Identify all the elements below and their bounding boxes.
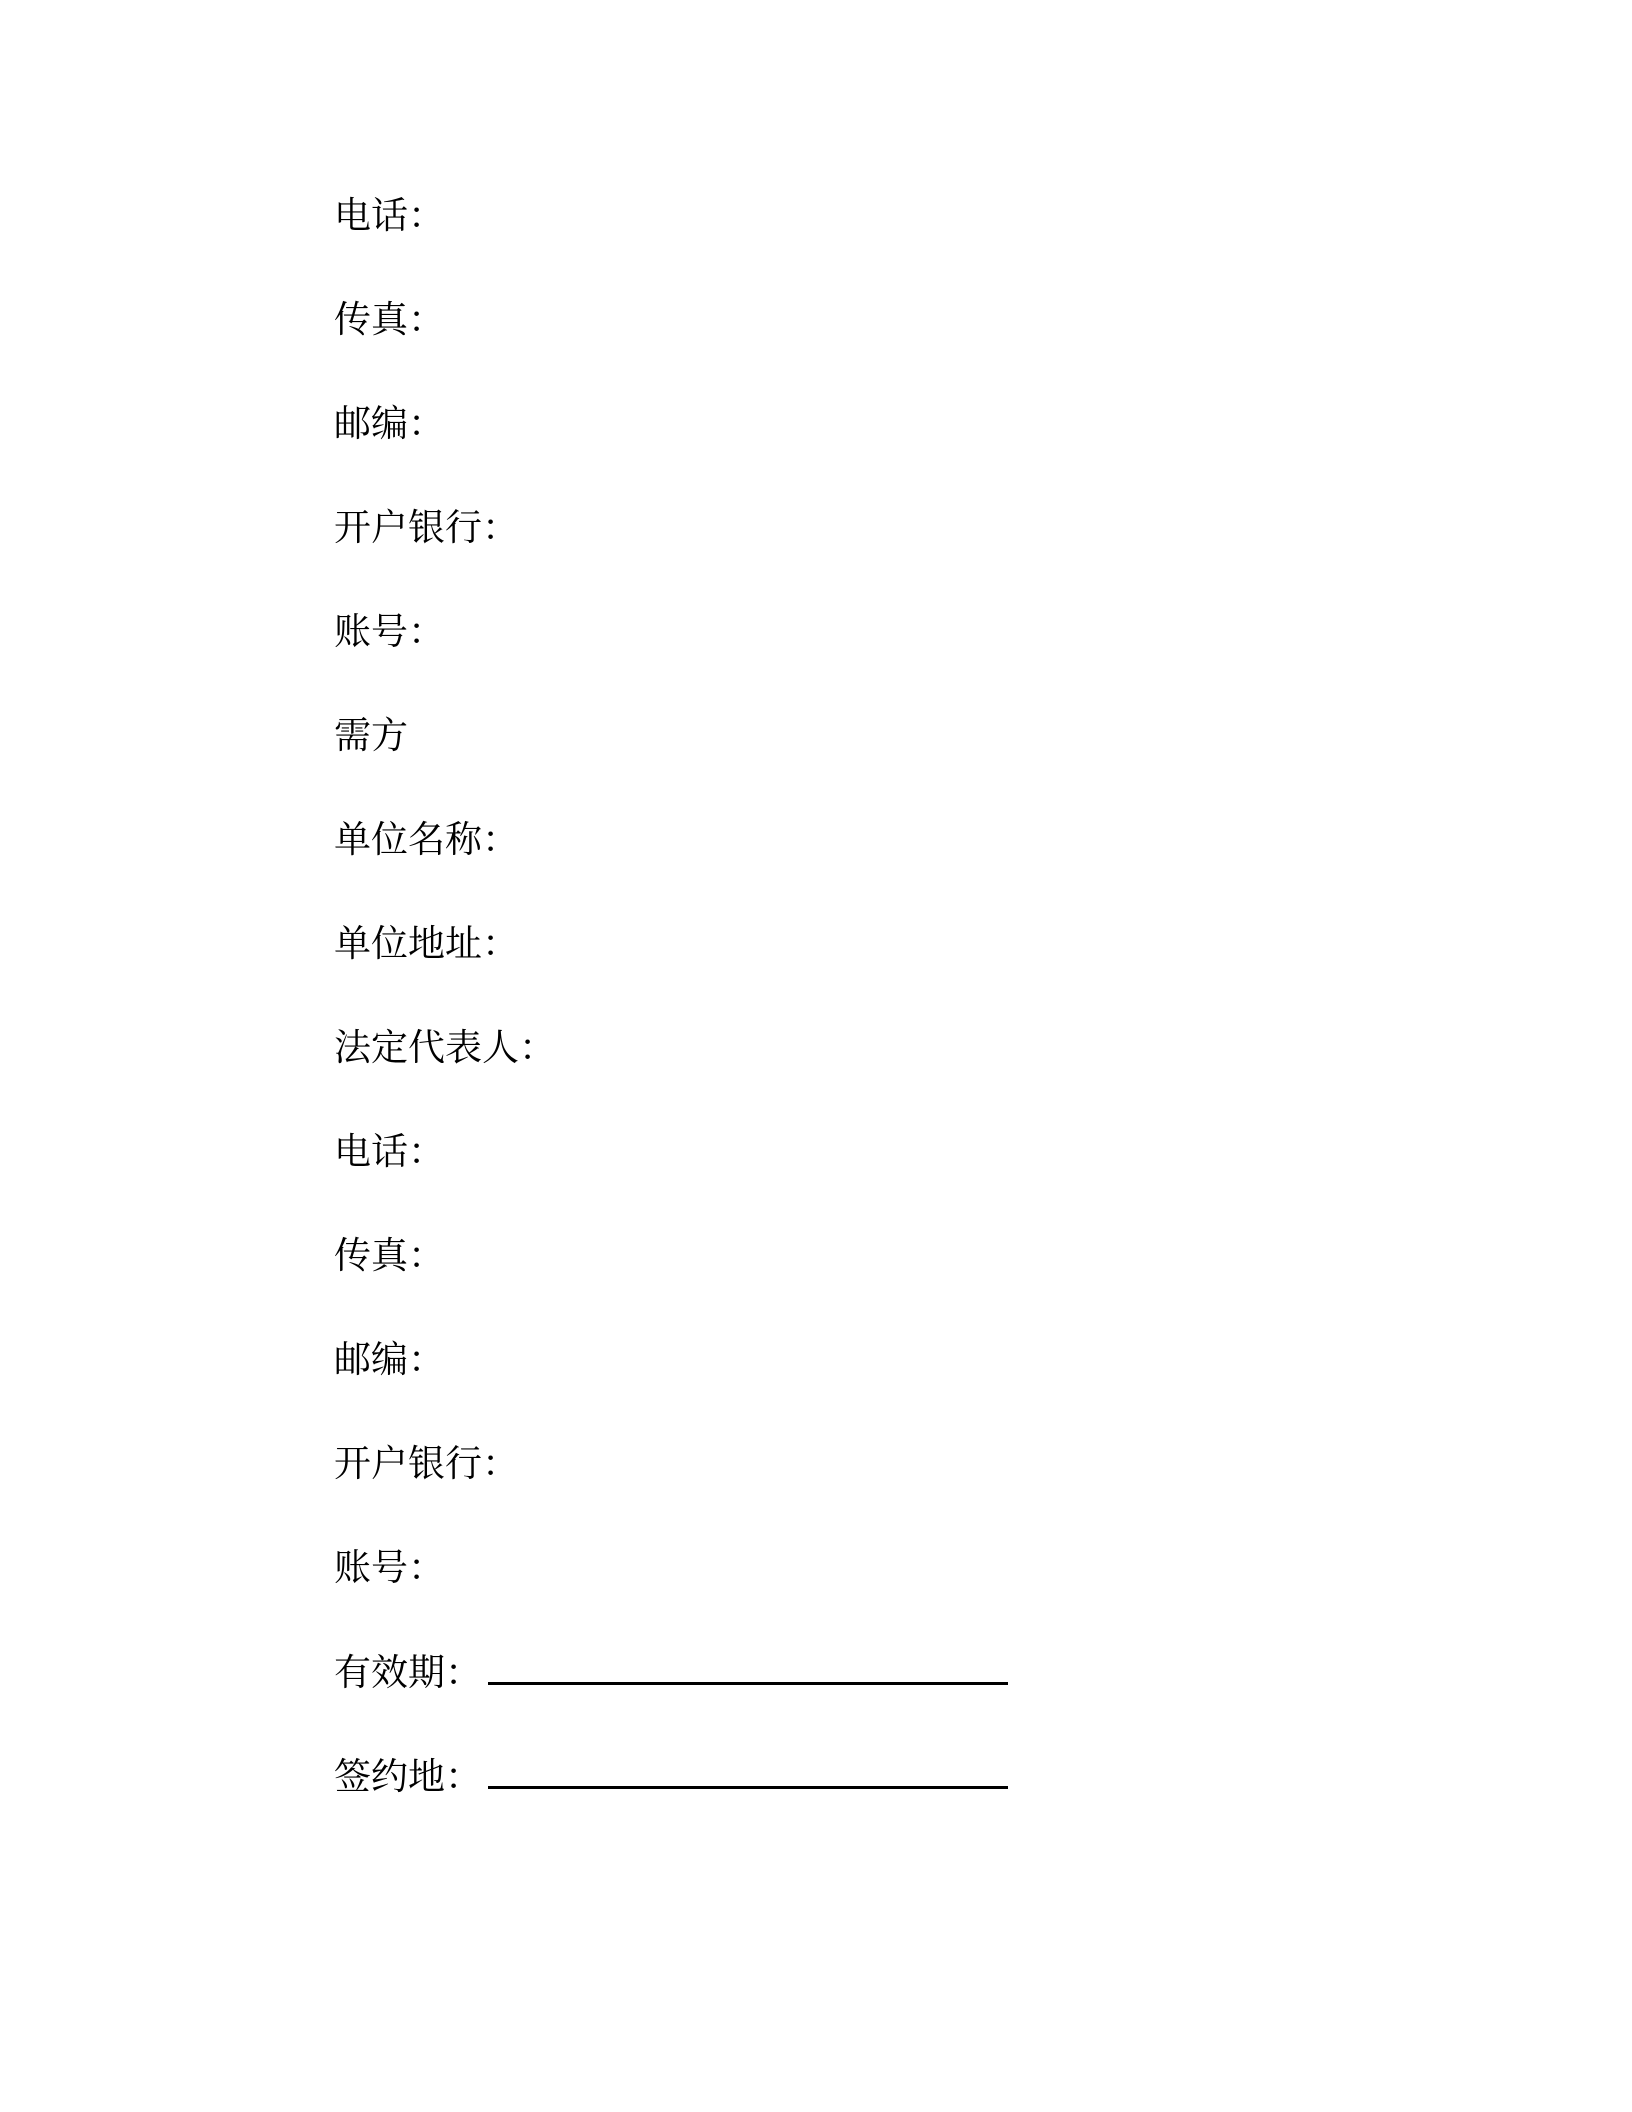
signing-place-blank — [488, 1746, 1008, 1789]
supplier-phone-line — [334, 186, 1434, 290]
buyer-postcode-line — [334, 1330, 1434, 1434]
section-heading: 需方 — [334, 714, 408, 757]
validity-line — [334, 1642, 1434, 1746]
supplier-postcode-line — [334, 394, 1434, 498]
field-label: 账号： — [334, 1546, 445, 1589]
buyer-fax-line — [334, 1226, 1434, 1330]
field-label: 签约地： — [334, 1755, 482, 1798]
field-label: 邮编： — [334, 402, 445, 445]
buyer-name-line — [334, 810, 1434, 914]
field-label: 有效期： — [334, 1651, 482, 1694]
field-label: 单位名称： — [334, 818, 519, 861]
buyer-address-line — [334, 914, 1434, 1018]
buyer-account-line — [334, 1538, 1434, 1642]
field-label: 传真： — [334, 298, 445, 341]
buyer-bank-line — [334, 1434, 1434, 1538]
field-label: 传真： — [334, 1234, 445, 1277]
buyer-heading — [334, 706, 1434, 810]
field-label: 法定代表人： — [334, 1026, 556, 1069]
signing-place-line — [334, 1746, 1434, 1850]
supplier-account-line — [334, 602, 1434, 706]
buyer-representative-line — [334, 1018, 1434, 1122]
field-label: 单位地址： — [334, 922, 519, 965]
validity-blank — [488, 1642, 1008, 1685]
supplier-fax-line — [334, 290, 1434, 394]
party-info-list — [334, 186, 1434, 1850]
supplier-bank-line — [334, 498, 1434, 602]
field-label: 邮编： — [334, 1338, 445, 1381]
field-label: 电话： — [334, 194, 445, 237]
buyer-phone-line — [334, 1122, 1434, 1226]
field-label: 开户银行： — [334, 1442, 519, 1485]
field-label: 电话： — [334, 1130, 445, 1173]
field-label: 开户银行： — [334, 506, 519, 549]
field-label: 账号： — [334, 610, 445, 653]
